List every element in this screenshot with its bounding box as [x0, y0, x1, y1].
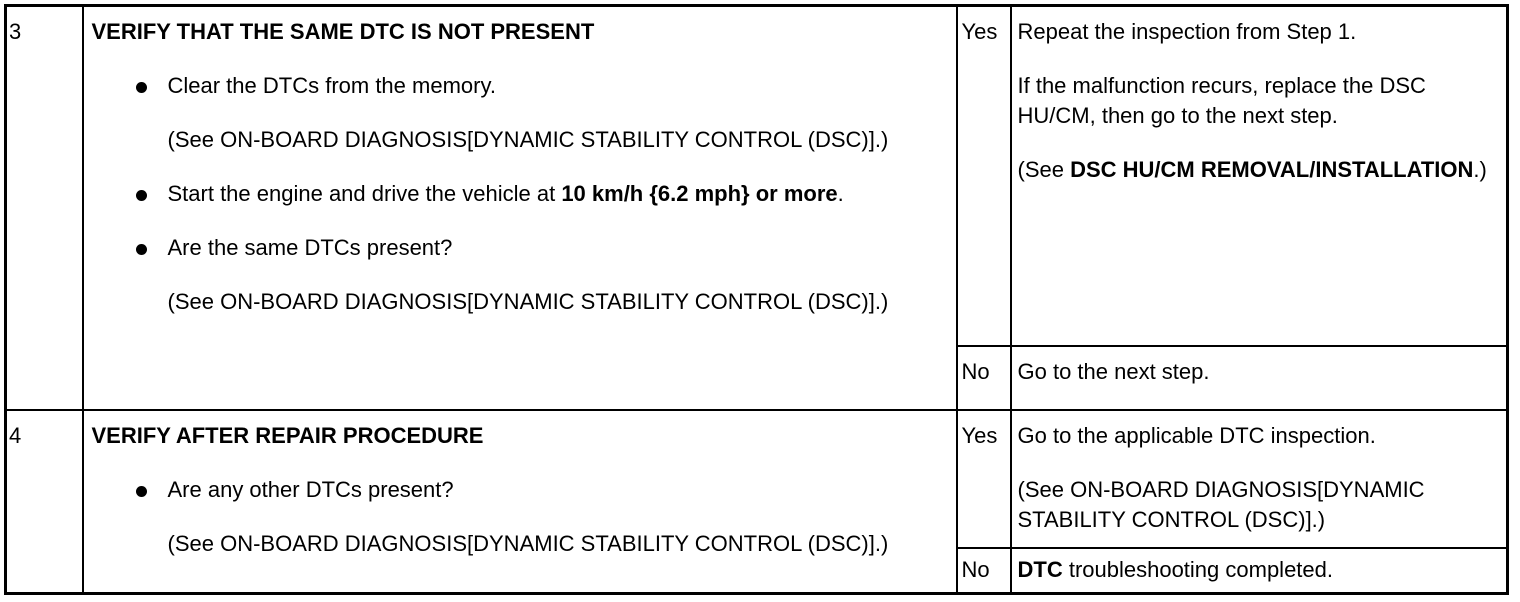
- bullet-text-suffix: .: [837, 181, 844, 206]
- bullet-icon: [136, 190, 147, 201]
- yes-result: [1011, 6, 1508, 346]
- bullet-icon: [136, 244, 147, 255]
- result-line: Repeat the inspection from Step 1.: [1017, 19, 1357, 44]
- no-result: [1011, 548, 1508, 594]
- step-title: VERIFY AFTER REPAIR PROCEDURE: [91, 422, 484, 448]
- bullet-item: [92, 233, 948, 263]
- bullet-icon: [136, 486, 147, 497]
- no-result-text: troubleshooting completed.: [1062, 556, 1334, 582]
- no-label: No: [957, 548, 1011, 594]
- procedure-table: [4, 4, 1509, 595]
- ref-suffix: .): [1473, 157, 1487, 182]
- result-line: If the malfunction recurs, replace the DSC HU/CM, then go to the next step.: [1017, 73, 1426, 128]
- step-action: [83, 410, 957, 594]
- bullet-text: Are the same DTCs present?: [167, 235, 453, 260]
- result-reference: [1018, 155, 1501, 185]
- step-4-row-yes: [6, 410, 1508, 548]
- bullet-item: [92, 179, 948, 209]
- reference-text: (See ON-BOARD DIAGNOSIS[DYNAMIC STABILITY CONTROL (DSC)].): [167, 127, 889, 152]
- step-number: 3: [6, 6, 83, 410]
- step-action: [83, 6, 957, 410]
- bullet-text: Are any other DTCs present?: [167, 476, 454, 502]
- result-line: Go to the applicable DTC inspection.: [1017, 422, 1376, 448]
- yes-result: [1011, 410, 1508, 548]
- step-3-row-yes: [6, 6, 1508, 346]
- result-reference: (See ON-BOARD DIAGNOSIS[DYNAMIC STABILITY CONTROL (DSC)].): [1017, 476, 1425, 532]
- bullet-item: [92, 71, 948, 101]
- reference-text: (See ON-BOARD DIAGNOSIS[DYNAMIC STABILITY CONTROL (DSC)].): [167, 289, 889, 314]
- no-result-bold: DTC: [1017, 556, 1063, 582]
- step-number: 4: [6, 410, 83, 594]
- yes-label: Yes: [957, 410, 1011, 548]
- step-bullets-2: [92, 179, 948, 263]
- no-label: No: [957, 346, 1011, 410]
- bullet-icon: [136, 82, 147, 93]
- reference-text: (See ON-BOARD DIAGNOSIS[DYNAMIC STABILITY CONTROL (DSC)].): [167, 530, 889, 556]
- bullet-text-prefix: Start the engine and drive the vehicle at: [167, 181, 562, 206]
- bullet-text-bold: 10 km/h {6.2 mph} or more: [561, 181, 838, 206]
- step-bullets: [92, 475, 948, 505]
- ref-link: DSC HU/CM REMOVAL/INSTALLATION: [1070, 157, 1474, 182]
- step-title: VERIFY THAT THE SAME DTC IS NOT PRESENT: [91, 19, 595, 44]
- bullet-item: [92, 475, 948, 505]
- step-bullets: [92, 71, 948, 101]
- bullet-text: Clear the DTCs from the memory.: [167, 73, 496, 98]
- ref-prefix: (See: [1017, 157, 1071, 182]
- yes-label: Yes: [957, 6, 1011, 346]
- no-result: Go to the next step.: [1011, 346, 1508, 410]
